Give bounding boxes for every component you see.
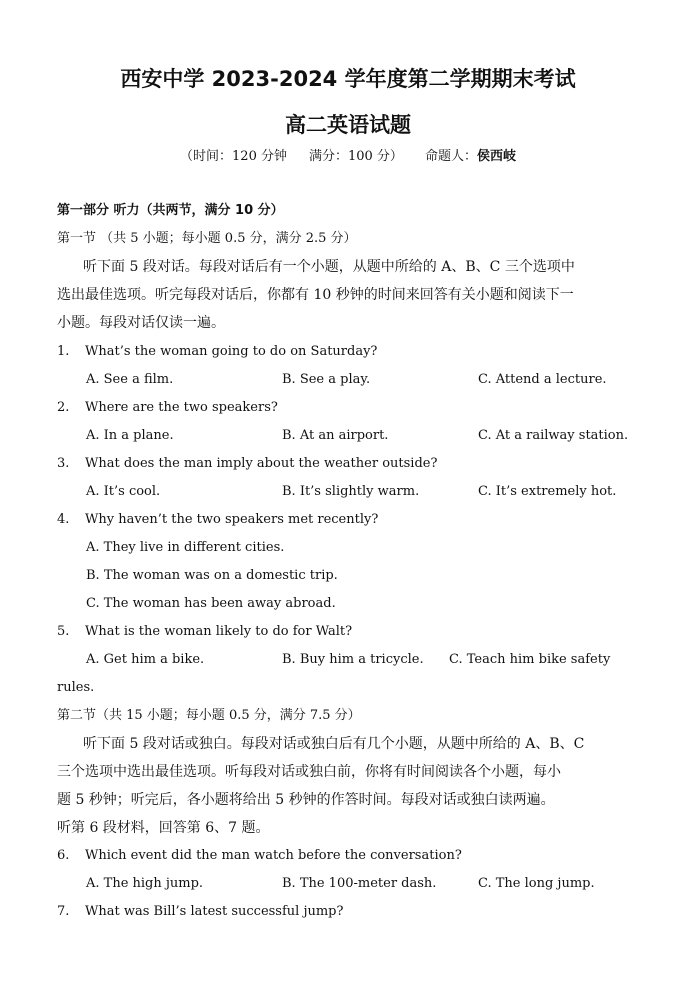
option-b: B. Buy him a tricycle. bbox=[282, 652, 424, 667]
question-text: What is the woman likely to do for Walt? bbox=[85, 624, 353, 639]
question-number: 3. bbox=[57, 456, 70, 471]
exam-meta bbox=[0, 148, 696, 166]
section2-heading: 第二节（共 15 小题；每小题 0.5 分，满分 7.5 分） bbox=[57, 708, 361, 723]
instruction-line: 三个选项中选出最佳选项。听每段对话或独白前，你将有时间阅读各个小题，每小 bbox=[57, 764, 561, 780]
exam-subtitle: 高二英语试题 bbox=[285, 113, 411, 137]
question-number: 1. bbox=[57, 344, 70, 359]
instruction-line: 小题。每段对话仅读一遍。 bbox=[57, 315, 225, 331]
question-number: 7. bbox=[57, 904, 70, 919]
option-b: B. The 100-meter dash. bbox=[282, 876, 437, 891]
question-text: Why haven’t the two speakers met recently? bbox=[85, 512, 379, 527]
option-b: B. It’s slightly warm. bbox=[282, 484, 420, 499]
option-b: B. The woman was on a domestic trip. bbox=[86, 568, 338, 583]
instruction-line: 听下面 5 段对话。每段对话后有一个小题，从题中所给的 A、B、C 三个选项中 bbox=[83, 259, 575, 275]
exam-title: 西安中学 2023-2024 学年度第二学期期末考试 bbox=[120, 67, 576, 91]
section1-instructions bbox=[57, 253, 647, 337]
option-c: C. The long jump. bbox=[478, 876, 595, 891]
question-1 bbox=[57, 343, 377, 361]
question-text: What was Bill’s latest successful jump? bbox=[85, 904, 344, 919]
option-a: A. The high jump. bbox=[86, 876, 204, 891]
option-a: A. They live in different cities. bbox=[86, 540, 285, 555]
material-note: 听第 6 段材料，回答第 6、7 题。 bbox=[57, 820, 270, 836]
option-c: C. It’s extremely hot. bbox=[478, 484, 617, 499]
exam-score: 满分：100 分） bbox=[308, 149, 403, 164]
option-a: A. See a film. bbox=[86, 372, 174, 387]
question-text: What does the man imply about the weather outside? bbox=[85, 456, 438, 471]
question-text: Which event did the man watch before the conversation? bbox=[85, 848, 462, 863]
question-number: 4. bbox=[57, 512, 70, 527]
instruction-line: 题 5 秒钟；听完后，各小题将给出 5 秒钟的作答时间。每段对话或独白读两遍。 bbox=[57, 792, 555, 808]
option-b: B. See a play. bbox=[282, 372, 371, 387]
question-text: Where are the two speakers? bbox=[85, 400, 278, 415]
option-c: C. At a railway station. bbox=[478, 428, 629, 443]
option-a: A. Get him a bike. bbox=[86, 652, 205, 667]
question-2 bbox=[57, 399, 278, 417]
question-7 bbox=[57, 903, 343, 921]
instruction-line: 选出最佳选项。听完每段对话后，你都有 10 秒钟的时间来回答有关小题和阅读下一 bbox=[57, 287, 574, 303]
author-name: 侯西岐 bbox=[476, 149, 516, 164]
option-c-wrap: rules. bbox=[57, 680, 95, 695]
option-c: C. Attend a lecture. bbox=[478, 372, 607, 387]
question-3 bbox=[57, 455, 437, 473]
author-label: 命题人： bbox=[424, 149, 477, 164]
question-number: 5. bbox=[57, 624, 70, 639]
option-c: C. The woman has been away abroad. bbox=[86, 596, 336, 611]
part1-heading: 第一部分 听力（共两节，满分 10 分） bbox=[57, 203, 284, 218]
instruction-line: 听下面 5 段对话或独白。每段对话或独白后有几个小题，从题中所给的 A、B、C bbox=[83, 736, 585, 752]
section1-heading: 第一节 （共 5 小题；每小题 0.5 分，满分 2.5 分） bbox=[57, 231, 357, 246]
question-6 bbox=[57, 847, 462, 865]
option-a: A. It’s cool. bbox=[86, 484, 161, 499]
option-b: B. At an airport. bbox=[282, 428, 389, 443]
option-a: A. In a plane. bbox=[86, 428, 174, 443]
question-4 bbox=[57, 511, 378, 529]
question-5 bbox=[57, 623, 352, 641]
exam-time: （时间：120 分钟 bbox=[180, 149, 287, 164]
section2-instructions bbox=[57, 730, 647, 814]
question-number: 2. bbox=[57, 400, 70, 415]
question-number: 6. bbox=[57, 848, 70, 863]
option-c: C. Teach him bike safety bbox=[449, 652, 611, 667]
question-text: What’s the woman going to do on Saturday? bbox=[85, 344, 378, 359]
